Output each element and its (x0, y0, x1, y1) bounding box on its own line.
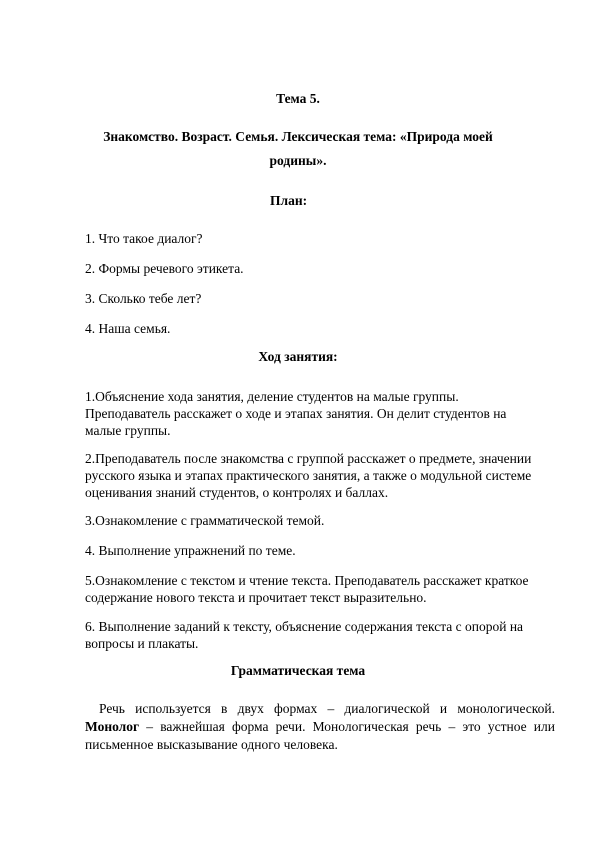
grammar-para-line-1 (85, 700, 555, 718)
course-item-2-line: 2.Преподаватель после знакомства с группой расскажет о предмете, значении (85, 451, 532, 466)
course-item-2-line: русского языка и этапах практического занятия, а также о модульной системе (85, 468, 532, 483)
subtitle-line-1: Знакомство. Возраст. Семья. Лексическая тема: «Природа моей (103, 129, 493, 144)
course-item-4-line: 4. Выполнение упражнений по теме. (85, 543, 296, 558)
course-item-6-line: 6. Выполнение заданий к тексту, объяснение содержания текста с опорой на (85, 619, 524, 634)
course-heading: Ход занятия: (258, 349, 338, 364)
course-item-6-line: вопросы и плакаты. (85, 636, 199, 651)
grammar-para-text: – важнейшая форма речи. Монологическая речь – это устное или (139, 719, 555, 734)
course-item-5-line: содержание нового текста и прочитает текст выразительно. (85, 590, 427, 605)
plan-item: 1. Что такое диалог? (85, 231, 203, 246)
course-item-2-line: оценивания знаний студентов, о контролях и баллах. (85, 485, 389, 500)
course-item-3-line: 3.Ознакомление с грамматической темой. (85, 513, 325, 528)
plan-item: 3. Сколько тебе лет? (85, 291, 202, 306)
plan-item: 4. Наша семья. (85, 321, 171, 336)
course-item-1-line: малые группы. (85, 423, 171, 438)
plan-heading: План: (270, 193, 308, 208)
grammar-para-line-3 (85, 736, 555, 754)
grammar-para-text: Речь используется в двух формах – диалогической и монологической. (99, 701, 555, 716)
topic-title: Тема 5. (276, 91, 320, 106)
subtitle-line-2: родины». (269, 153, 327, 168)
monolog-term: Монолог (85, 719, 140, 734)
course-item-1-line: Преподаватель расскажет о ходе и этапах занятия. Он делит студентов на (85, 406, 507, 421)
grammar-para-text: письменное высказывание одного человека. (85, 737, 338, 752)
grammar-heading: Грамматическая тема (230, 663, 366, 678)
grammar-para-line-2 (85, 718, 555, 736)
plan-item: 2. Формы речевого этикета. (85, 261, 244, 276)
course-item-5-line: 5.Ознакомление с текстом и чтение текста. Преподаватель расскажет краткое (85, 573, 529, 588)
course-item-1-line: 1.Объяснение хода занятия, деление студентов на малые группы. (85, 389, 459, 404)
